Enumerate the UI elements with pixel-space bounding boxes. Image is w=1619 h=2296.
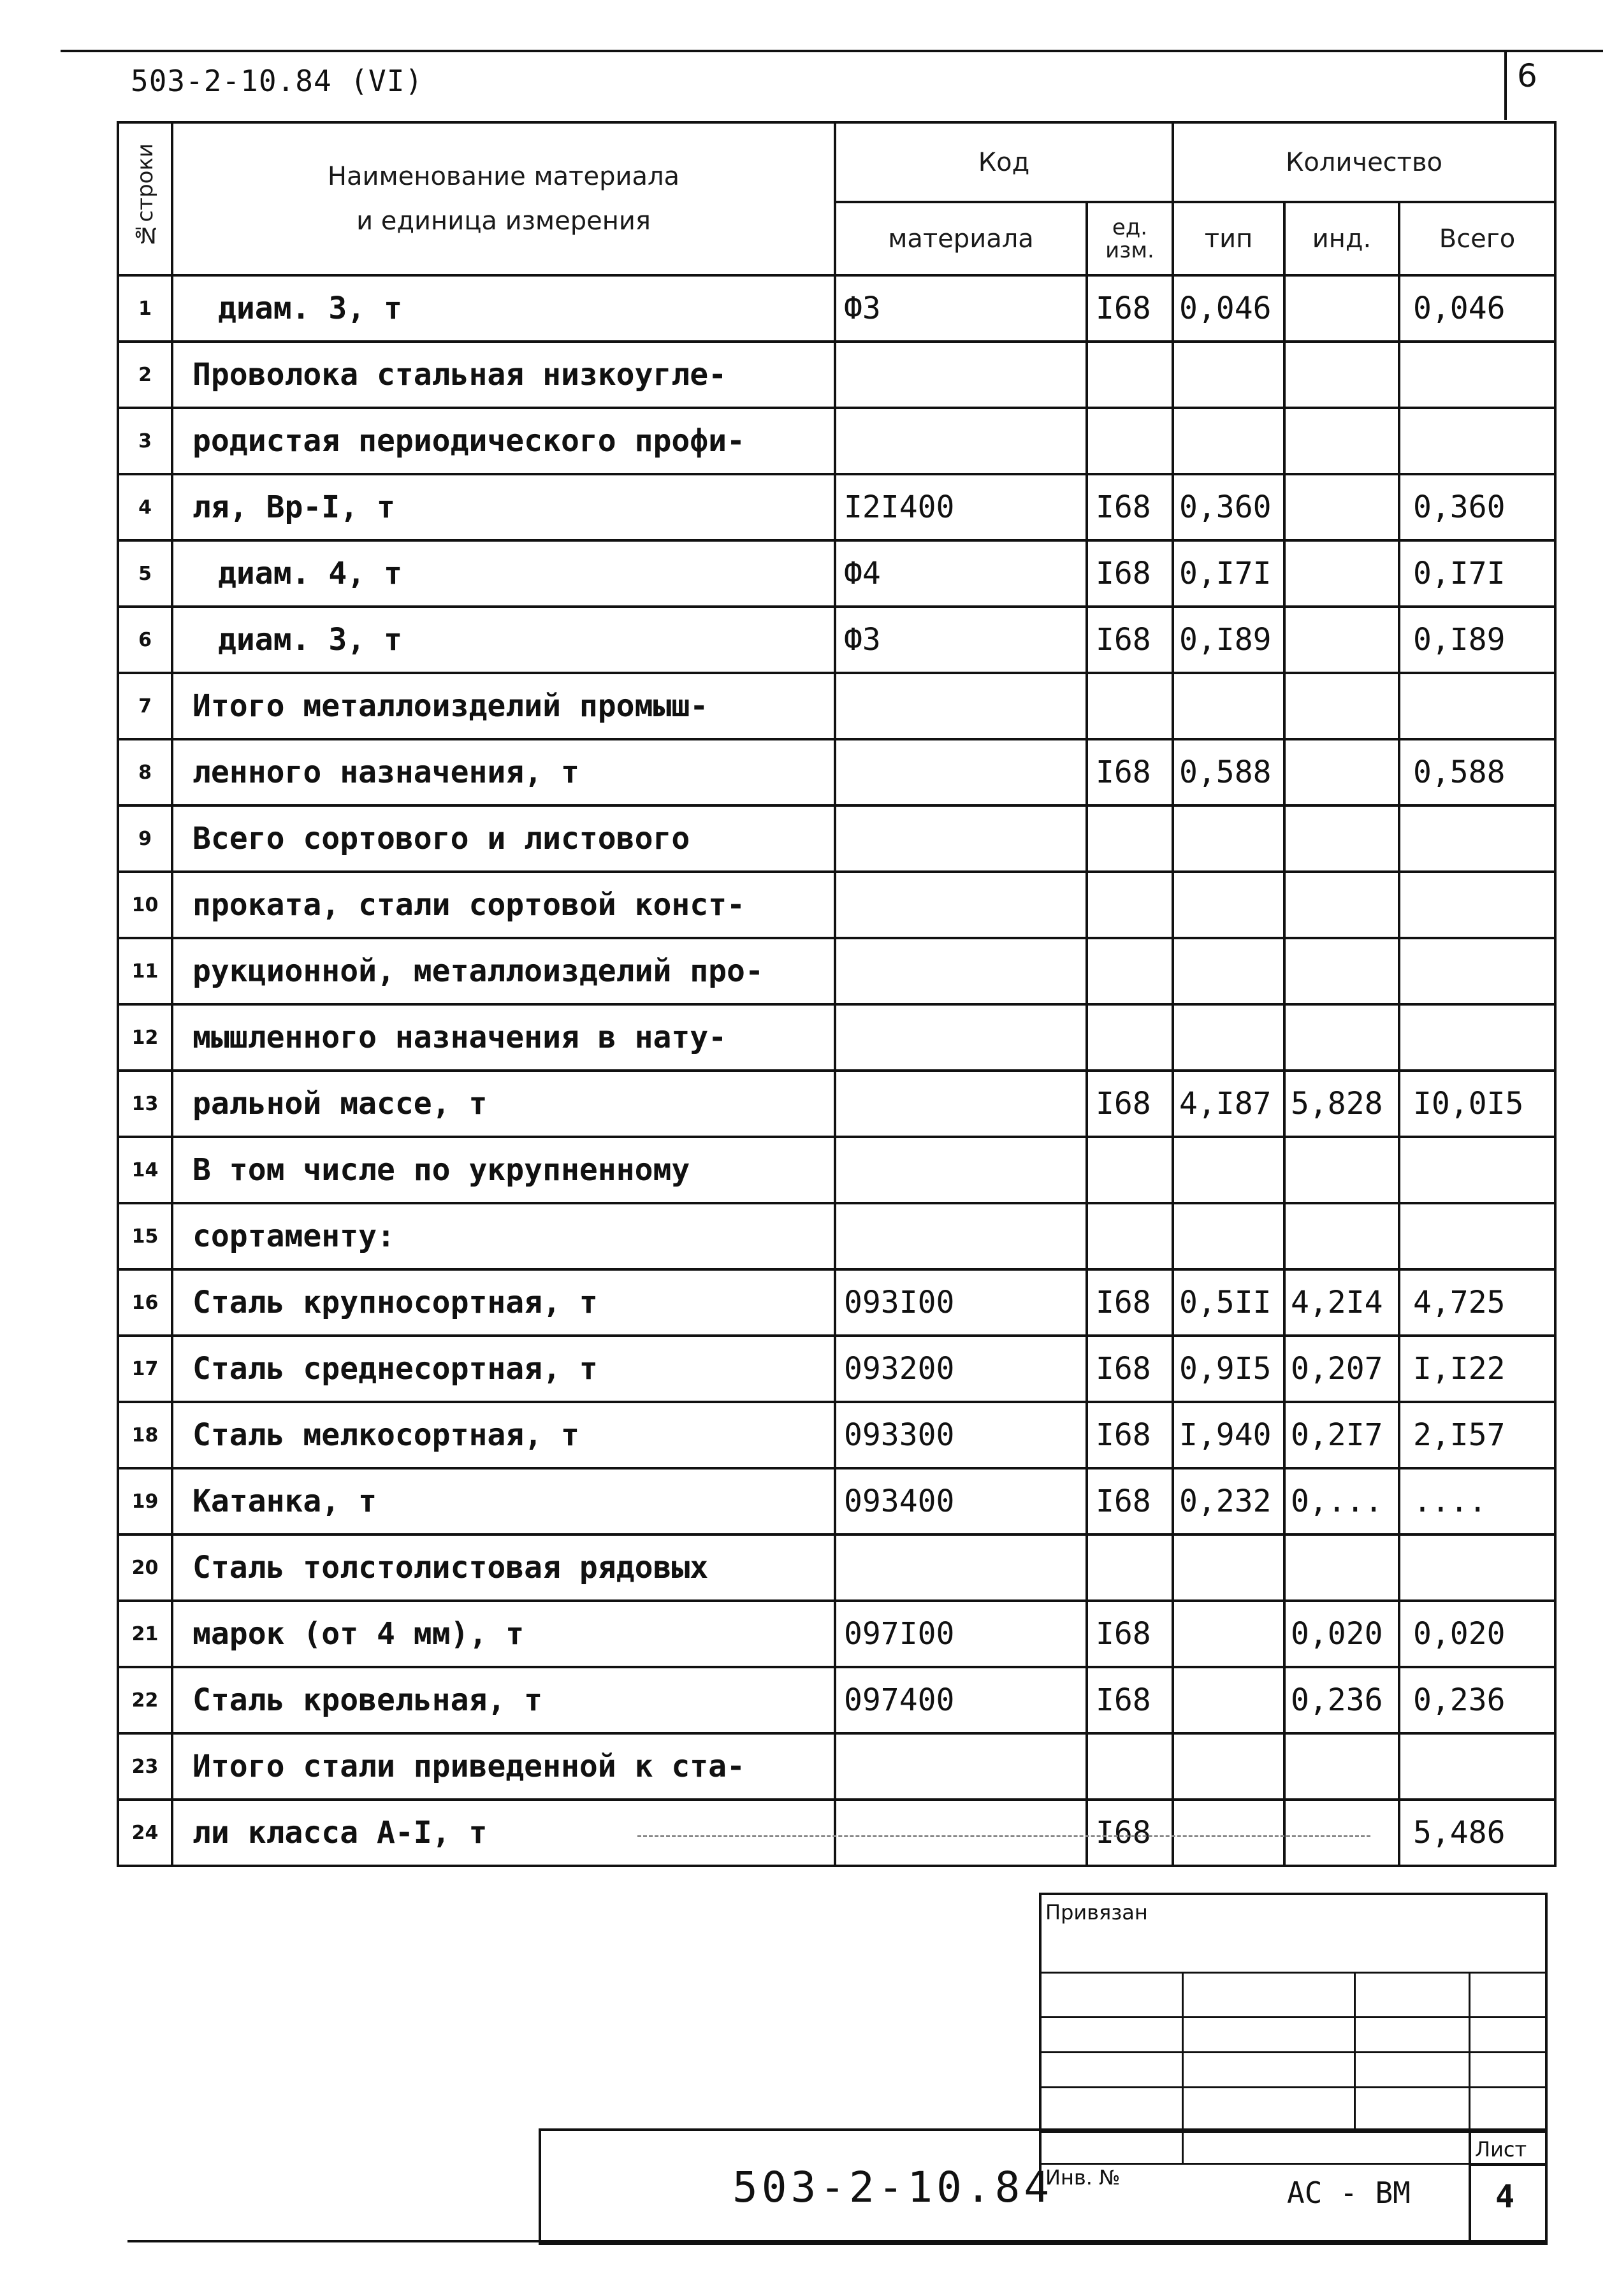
material-code-cell: 093300 bbox=[835, 1402, 1087, 1468]
table-row bbox=[118, 540, 1555, 607]
qty-type-cell: 0,232 bbox=[1173, 1468, 1284, 1534]
qty-type-cell bbox=[1173, 872, 1284, 938]
material-name-cell: рукционной, металлоизделий про- bbox=[172, 938, 835, 1004]
qty-total-cell: 0,046 bbox=[1399, 275, 1555, 342]
material-name-cell: мышленного назначения в нату- bbox=[172, 1004, 835, 1071]
inventory-number-label: Инв. № bbox=[1045, 2165, 1121, 2190]
sheet-label: Лист bbox=[1475, 2137, 1527, 2162]
material-name-cell: Сталь мелкосортная, т bbox=[172, 1402, 835, 1468]
qty-ind-cell bbox=[1284, 275, 1399, 342]
material-name-cell: Сталь среднесортная, т bbox=[172, 1336, 835, 1402]
material-code-cell: 093I00 bbox=[835, 1269, 1087, 1336]
header-qty-total: Всего bbox=[1399, 202, 1555, 275]
qty-ind-cell bbox=[1284, 408, 1399, 474]
material-name-cell: ли класса А-I, т bbox=[172, 1800, 835, 1866]
qty-total-cell bbox=[1399, 938, 1555, 1004]
material-name-cell: В том числе по укрупненному bbox=[172, 1137, 835, 1203]
material-name-cell: Всего сортового и листового bbox=[172, 805, 835, 872]
header-unit-code: ед. изм. bbox=[1087, 202, 1173, 275]
row-number-cell: 21 bbox=[118, 1601, 172, 1667]
qty-type-cell: 0,588 bbox=[1173, 739, 1284, 805]
row-number-cell: 5 bbox=[118, 540, 172, 607]
material-name-cell: диам. 3, т bbox=[172, 275, 835, 342]
unit-code-cell bbox=[1087, 805, 1173, 872]
material-name-cell: ленного назначения, т bbox=[172, 739, 835, 805]
material-code-cell: Ф4 bbox=[835, 540, 1087, 607]
table-row bbox=[118, 275, 1555, 342]
material-name-cell: Сталь кровельная, т bbox=[172, 1667, 835, 1733]
unit-code-cell: I68 bbox=[1087, 739, 1173, 805]
qty-total-cell: 5,486 bbox=[1399, 1800, 1555, 1866]
row-number-cell: 4 bbox=[118, 474, 172, 540]
qty-ind-cell: 5,828 bbox=[1284, 1071, 1399, 1137]
row-number-cell: 10 bbox=[118, 872, 172, 938]
qty-type-cell bbox=[1173, 1601, 1284, 1667]
qty-total-cell: 2,I57 bbox=[1399, 1402, 1555, 1468]
qty-type-cell: 0,046 bbox=[1173, 275, 1284, 342]
qty-total-cell bbox=[1399, 1004, 1555, 1071]
row-number-cell: 17 bbox=[118, 1336, 172, 1402]
qty-type-cell: 0,9I5 bbox=[1173, 1336, 1284, 1402]
material-code-cell: Ф3 bbox=[835, 607, 1087, 673]
header-code-group: Код bbox=[835, 122, 1173, 202]
header-material-name: Наименование материала и единица измерения bbox=[172, 122, 835, 275]
row-number-cell: 7 bbox=[118, 673, 172, 739]
qty-total-cell bbox=[1399, 1137, 1555, 1203]
page-number-divider bbox=[1504, 50, 1507, 120]
material-code-cell bbox=[835, 1534, 1087, 1601]
page-number: 6 bbox=[1517, 57, 1537, 94]
material-name-cell: ральной массе, т bbox=[172, 1071, 835, 1137]
table-row bbox=[118, 1269, 1555, 1336]
qty-ind-cell bbox=[1284, 673, 1399, 739]
table-row bbox=[118, 474, 1555, 540]
row-number-cell: 8 bbox=[118, 739, 172, 805]
qty-ind-cell: 4,2I4 bbox=[1284, 1269, 1399, 1336]
qty-total-cell bbox=[1399, 1534, 1555, 1601]
material-name-cell: ля, Вр-I, т bbox=[172, 474, 835, 540]
table-row bbox=[118, 1534, 1555, 1601]
material-code-cell bbox=[835, 408, 1087, 474]
footer-mark: АС - ВМ bbox=[1287, 2176, 1411, 2210]
qty-type-cell bbox=[1173, 1667, 1284, 1733]
qty-total-cell bbox=[1399, 408, 1555, 474]
header-row-number: №строки bbox=[118, 122, 172, 275]
material-name-cell: проката, стали сортовой конст- bbox=[172, 872, 835, 938]
unit-code-cell: I68 bbox=[1087, 1601, 1173, 1667]
material-code-cell: I2I400 bbox=[835, 474, 1087, 540]
unit-code-cell bbox=[1087, 1004, 1173, 1071]
material-name-cell: Катанка, т bbox=[172, 1468, 835, 1534]
table-row bbox=[118, 1667, 1555, 1733]
qty-ind-cell: 0,207 bbox=[1284, 1336, 1399, 1402]
bottom-frame-line bbox=[127, 2240, 1546, 2242]
qty-ind-cell bbox=[1284, 1137, 1399, 1203]
material-name-cell: Итого стали приведенной к ста- bbox=[172, 1733, 835, 1800]
qty-ind-cell bbox=[1284, 474, 1399, 540]
row-number-cell: 15 bbox=[118, 1203, 172, 1269]
qty-total-cell: 0,I7I bbox=[1399, 540, 1555, 607]
row-number-cell: 2 bbox=[118, 342, 172, 408]
unit-code-cell: I68 bbox=[1087, 1468, 1173, 1534]
material-code-cell: 093400 bbox=[835, 1468, 1087, 1534]
table-row bbox=[118, 739, 1555, 805]
qty-type-cell: 0,I89 bbox=[1173, 607, 1284, 673]
qty-type-cell bbox=[1173, 805, 1284, 872]
table-row bbox=[118, 1800, 1555, 1866]
qty-total-cell bbox=[1399, 342, 1555, 408]
qty-type-cell bbox=[1173, 938, 1284, 1004]
unit-code-cell: I68 bbox=[1087, 275, 1173, 342]
table-row bbox=[118, 938, 1555, 1004]
table-body bbox=[118, 275, 1555, 1866]
row-number-cell: 16 bbox=[118, 1269, 172, 1336]
table-row bbox=[118, 607, 1555, 673]
material-code-cell bbox=[835, 1800, 1087, 1866]
material-code-cell bbox=[835, 673, 1087, 739]
unit-code-cell: I68 bbox=[1087, 1269, 1173, 1336]
qty-total-cell: 0,I89 bbox=[1399, 607, 1555, 673]
row-number-cell: 18 bbox=[118, 1402, 172, 1468]
qty-total-cell: I0,0I5 bbox=[1399, 1071, 1555, 1137]
sheet-divider bbox=[1471, 2164, 1545, 2166]
qty-ind-cell bbox=[1284, 1733, 1399, 1800]
qty-ind-cell bbox=[1284, 938, 1399, 1004]
material-code-cell bbox=[835, 739, 1087, 805]
unit-code-cell bbox=[1087, 1733, 1173, 1800]
material-name-cell: диам. 4, т bbox=[172, 540, 835, 607]
qty-type-cell bbox=[1173, 1534, 1284, 1601]
qty-type-cell bbox=[1173, 342, 1284, 408]
qty-ind-cell bbox=[1284, 540, 1399, 607]
table-row bbox=[118, 673, 1555, 739]
unit-code-cell: I68 bbox=[1087, 1071, 1173, 1137]
unit-code-cell: I68 bbox=[1087, 1667, 1173, 1733]
material-code-cell bbox=[835, 342, 1087, 408]
table-row bbox=[118, 1402, 1555, 1468]
row-number-cell: 9 bbox=[118, 805, 172, 872]
qty-total-cell: 4,725 bbox=[1399, 1269, 1555, 1336]
qty-ind-cell bbox=[1284, 1004, 1399, 1071]
top-frame-line bbox=[61, 50, 1603, 52]
qty-total-cell: 0,236 bbox=[1399, 1667, 1555, 1733]
table-row bbox=[118, 1336, 1555, 1402]
table-row bbox=[118, 1601, 1555, 1667]
qty-type-cell bbox=[1173, 1203, 1284, 1269]
qty-type-cell bbox=[1173, 1004, 1284, 1071]
material-code-cell bbox=[835, 872, 1087, 938]
row-number-cell: 13 bbox=[118, 1071, 172, 1137]
unit-code-cell bbox=[1087, 673, 1173, 739]
qty-total-cell: 0,588 bbox=[1399, 739, 1555, 805]
header-qty-ind: инд. bbox=[1284, 202, 1399, 275]
table-row bbox=[118, 1733, 1555, 1800]
footer-document-code: 503-2-10.84 bbox=[732, 2163, 1054, 2212]
material-code-cell: 093200 bbox=[835, 1336, 1087, 1402]
unit-code-cell bbox=[1087, 872, 1173, 938]
row-number-cell: 22 bbox=[118, 1667, 172, 1733]
unit-code-cell: I68 bbox=[1087, 607, 1173, 673]
row-number-cell: 14 bbox=[118, 1137, 172, 1203]
material-code-cell bbox=[835, 1733, 1087, 1800]
row-number-cell: 24 bbox=[118, 1800, 172, 1866]
material-code-cell bbox=[835, 805, 1087, 872]
qty-ind-cell bbox=[1284, 1203, 1399, 1269]
qty-ind-cell bbox=[1284, 1800, 1399, 1866]
qty-type-cell bbox=[1173, 408, 1284, 474]
material-name-cell: диам. 3, т bbox=[172, 607, 835, 673]
unit-code-cell bbox=[1087, 1534, 1173, 1601]
row-number-cell: 3 bbox=[118, 408, 172, 474]
qty-total-cell: 0,020 bbox=[1399, 1601, 1555, 1667]
sheet-number: 4 bbox=[1495, 2178, 1515, 2215]
row-number-cell: 11 bbox=[118, 938, 172, 1004]
material-name-cell: марок (от 4 мм), т bbox=[172, 1601, 835, 1667]
qty-total-cell bbox=[1399, 1733, 1555, 1800]
header-qty-type: тип bbox=[1173, 202, 1284, 275]
unit-code-cell: I68 bbox=[1087, 1800, 1173, 1866]
material-name-cell: Проволока стальная низкоугле- bbox=[172, 342, 835, 408]
material-code-cell bbox=[835, 1071, 1087, 1137]
table-row bbox=[118, 872, 1555, 938]
row-number-cell: 6 bbox=[118, 607, 172, 673]
document-code-header: 503-2-10.84 (VI) bbox=[131, 64, 424, 98]
qty-ind-cell bbox=[1284, 805, 1399, 872]
sheet-box bbox=[1469, 2131, 1545, 2240]
qty-ind-cell: 0,236 bbox=[1284, 1667, 1399, 1733]
unit-code-cell: I68 bbox=[1087, 1336, 1173, 1402]
qty-total-cell bbox=[1399, 1203, 1555, 1269]
header-quantity-group: Количество bbox=[1173, 122, 1555, 202]
table-row bbox=[118, 805, 1555, 872]
qty-total-cell bbox=[1399, 673, 1555, 739]
material-code-cell: 097400 bbox=[835, 1667, 1087, 1733]
unit-code-cell: I68 bbox=[1087, 540, 1173, 607]
qty-type-cell: I,940 bbox=[1173, 1402, 1284, 1468]
material-code-cell bbox=[835, 1203, 1087, 1269]
qty-type-cell bbox=[1173, 673, 1284, 739]
table-row bbox=[118, 1004, 1555, 1071]
qty-ind-cell bbox=[1284, 342, 1399, 408]
material-name-cell: родистая периодического профи- bbox=[172, 408, 835, 474]
unit-code-cell: I68 bbox=[1087, 474, 1173, 540]
qty-type-cell: 0,5II bbox=[1173, 1269, 1284, 1336]
qty-ind-cell bbox=[1284, 607, 1399, 673]
row-number-cell: 19 bbox=[118, 1468, 172, 1534]
qty-type-cell bbox=[1173, 1800, 1284, 1866]
table-row bbox=[118, 1203, 1555, 1269]
material-name-cell: Итого металлоизделий промыш- bbox=[172, 673, 835, 739]
qty-type-cell: 0,360 bbox=[1173, 474, 1284, 540]
qty-type-cell bbox=[1173, 1137, 1284, 1203]
unit-code-cell bbox=[1087, 1203, 1173, 1269]
qty-ind-cell: 0,2I7 bbox=[1284, 1402, 1399, 1468]
unit-code-cell bbox=[1087, 1137, 1173, 1203]
header-material-code: материала bbox=[835, 202, 1087, 275]
material-code-cell bbox=[835, 1137, 1087, 1203]
qty-type-cell: 4,I87 bbox=[1173, 1071, 1284, 1137]
qty-type-cell bbox=[1173, 1733, 1284, 1800]
qty-total-cell bbox=[1399, 805, 1555, 872]
material-code-cell: Ф3 bbox=[835, 275, 1087, 342]
qty-ind-cell bbox=[1284, 872, 1399, 938]
dashed-scan-line bbox=[637, 1835, 1370, 1837]
material-code-cell: 097I00 bbox=[835, 1601, 1087, 1667]
qty-ind-cell bbox=[1284, 1534, 1399, 1601]
unit-code-cell: I68 bbox=[1087, 1402, 1173, 1468]
material-code-cell bbox=[835, 938, 1087, 1004]
qty-ind-cell bbox=[1284, 739, 1399, 805]
specification-table bbox=[117, 121, 1557, 1867]
row-number-cell: 1 bbox=[118, 275, 172, 342]
qty-total-cell: I,I22 bbox=[1399, 1336, 1555, 1402]
table-row bbox=[118, 1137, 1555, 1203]
qty-type-cell: 0,I7I bbox=[1173, 540, 1284, 607]
table-row bbox=[118, 342, 1555, 408]
unit-code-cell bbox=[1087, 408, 1173, 474]
qty-total-cell bbox=[1399, 872, 1555, 938]
qty-ind-cell: 0,... bbox=[1284, 1468, 1399, 1534]
row-number-cell: 20 bbox=[118, 1534, 172, 1601]
material-name-cell: Сталь толстолистовая рядовых bbox=[172, 1534, 835, 1601]
table-row bbox=[118, 408, 1555, 474]
tied-label: Привязан bbox=[1045, 1900, 1148, 1924]
table-row bbox=[118, 1468, 1555, 1534]
title-block bbox=[539, 2128, 1548, 2245]
qty-ind-cell: 0,020 bbox=[1284, 1601, 1399, 1667]
material-name-cell: Сталь крупносортная, т bbox=[172, 1269, 835, 1336]
material-name-cell: сортаменту: bbox=[172, 1203, 835, 1269]
qty-total-cell: .... bbox=[1399, 1468, 1555, 1534]
unit-code-cell bbox=[1087, 938, 1173, 1004]
unit-code-cell bbox=[1087, 342, 1173, 408]
stamp-vline bbox=[1354, 1972, 1356, 2131]
qty-total-cell: 0,360 bbox=[1399, 474, 1555, 540]
material-code-cell bbox=[835, 1004, 1087, 1071]
row-number-cell: 12 bbox=[118, 1004, 172, 1071]
row-number-cell: 23 bbox=[118, 1733, 172, 1800]
table-row bbox=[118, 1071, 1555, 1137]
